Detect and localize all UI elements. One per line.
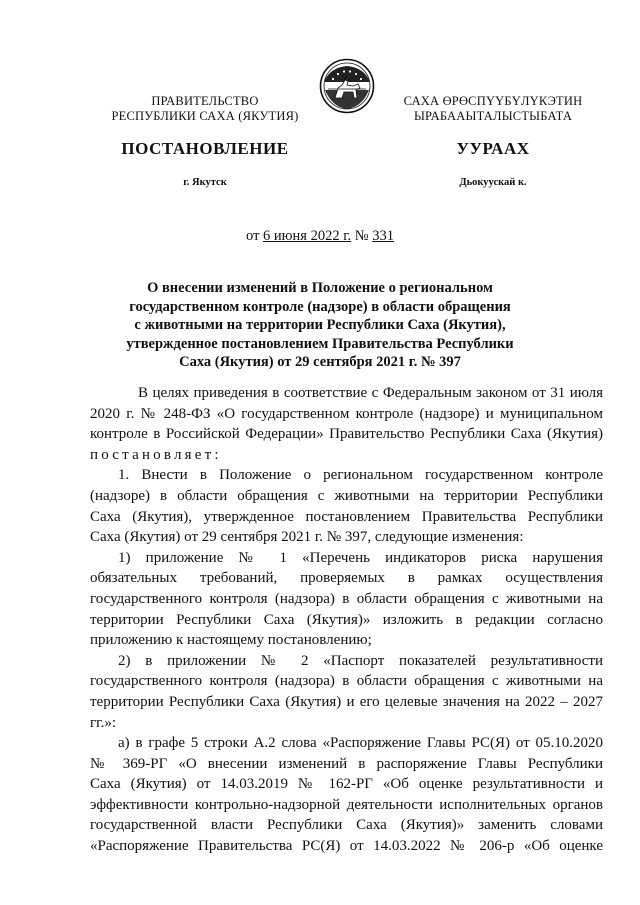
issuer-line: РЕСПУБЛИКИ САХА (ЯКУТИЯ) [111,109,299,123]
body-line: гг.»: [90,714,117,731]
body-line: В целях приведения в соответствие с Федеральным законом от 31 июля [138,385,603,401]
body-line: государственного контроля (надзора) в области обращения с животными на [90,590,603,607]
number-prefix: № [351,228,373,244]
body-line: а) в графе 5 строки А.2 слова «Распоряжение Главы РС(Я) от 05.10.2020 [118,735,603,752]
body-line: 1) приложение № 1 «Перечень индикаторов риска нарушения [118,549,603,566]
issuer-line: ПРАВИТЕЛЬСТВО [151,94,259,108]
issuer-line: ЫРАБААЫТАЛЫСТЫБАТА [413,109,573,123]
body-line: 2) в приложении № 2 «Паспорт показателей результативности [118,652,603,669]
body-line: обязательных требований, проверяемых в рамках осуществления [90,570,603,587]
title-line: О внесении изменений в Положение о региональном [147,280,493,296]
title-line: утвержденное постановлением Правительства Республики [126,335,514,352]
date-number-line [0,228,640,245]
issuer-line: САХА ӨРӨСПҮҮБҮЛҮКЭТИН [403,94,583,108]
body-line: «Распоряжение Правительства РС(Я) от 14.03.2022 № 206-р «Об оценке [90,838,603,855]
document-title [100,279,540,372]
issuer-name-sakha [383,94,603,124]
body-line: государственной власти Республики Саха (Якутия)» заменить словами [90,817,603,834]
body-line: государственного контроля (надзора) в области обращения с животными на [90,673,603,690]
date-prefix: от [246,228,264,244]
document-kind-ru: ПОСТАНОВЛЕНИЕ [121,139,289,158]
body-line: Саха (Якутия) от 29 сентября 2021 г. № 397, следующие изменения: [90,529,524,546]
document-kind-sakha: УУРААХ [456,139,530,158]
issuer-name-ru [90,94,320,124]
body-line: (надзоре) в области обращения с животными на территории Республики [90,487,603,504]
document-number: 331 [372,228,394,244]
document-date: 6 июня 2022 г. [263,228,352,244]
body-line: Саха (Якутия) от 14.03.2019 № 162-РГ «Об оценке результативности и [90,776,603,793]
body-line: постановляет: [90,446,222,463]
title-line: Саха (Якутия) от 29 сентября 2021 г. № 397 [179,354,461,370]
body-line: Саха (Якутия), утвержденное постановлением Правительства Республики [90,508,603,525]
body-line: территории Республики Саха (Якутия)» изложить в редакции согласно [90,611,603,628]
body-line: № 369-РГ «О внесении изменений в распоряжение Главы Республики [90,755,603,772]
title-line: государственном контроле (надзоре) в области обращения [129,298,511,315]
coat-of-arms-icon [318,58,376,114]
body-line: территории Республики Саха (Якутия) и его целевые значения на 2022 – 2027 [90,693,603,710]
body-line: приложению к настоящему постановлению; [90,632,372,649]
city-ru: г. Якутск [183,177,227,188]
city-sakha: Дьокуускай к. [459,177,527,188]
document-body [90,383,603,857]
body-line: 2020 г. № 248-ФЗ «О государственном контроле (надзоре) и муниципальном [90,405,603,422]
body-line: 1. Внести в Положение о региональном государственном контроле [118,467,603,484]
body-line: контроле в Российской Федерации» Правительство Республики Саха (Якутия) [90,426,603,443]
title-line: с животными на территории Республики Саха (Якутия), [134,317,506,333]
body-line: эффективности контрольно-надзорной деятельности исполнительных органов [90,796,603,813]
